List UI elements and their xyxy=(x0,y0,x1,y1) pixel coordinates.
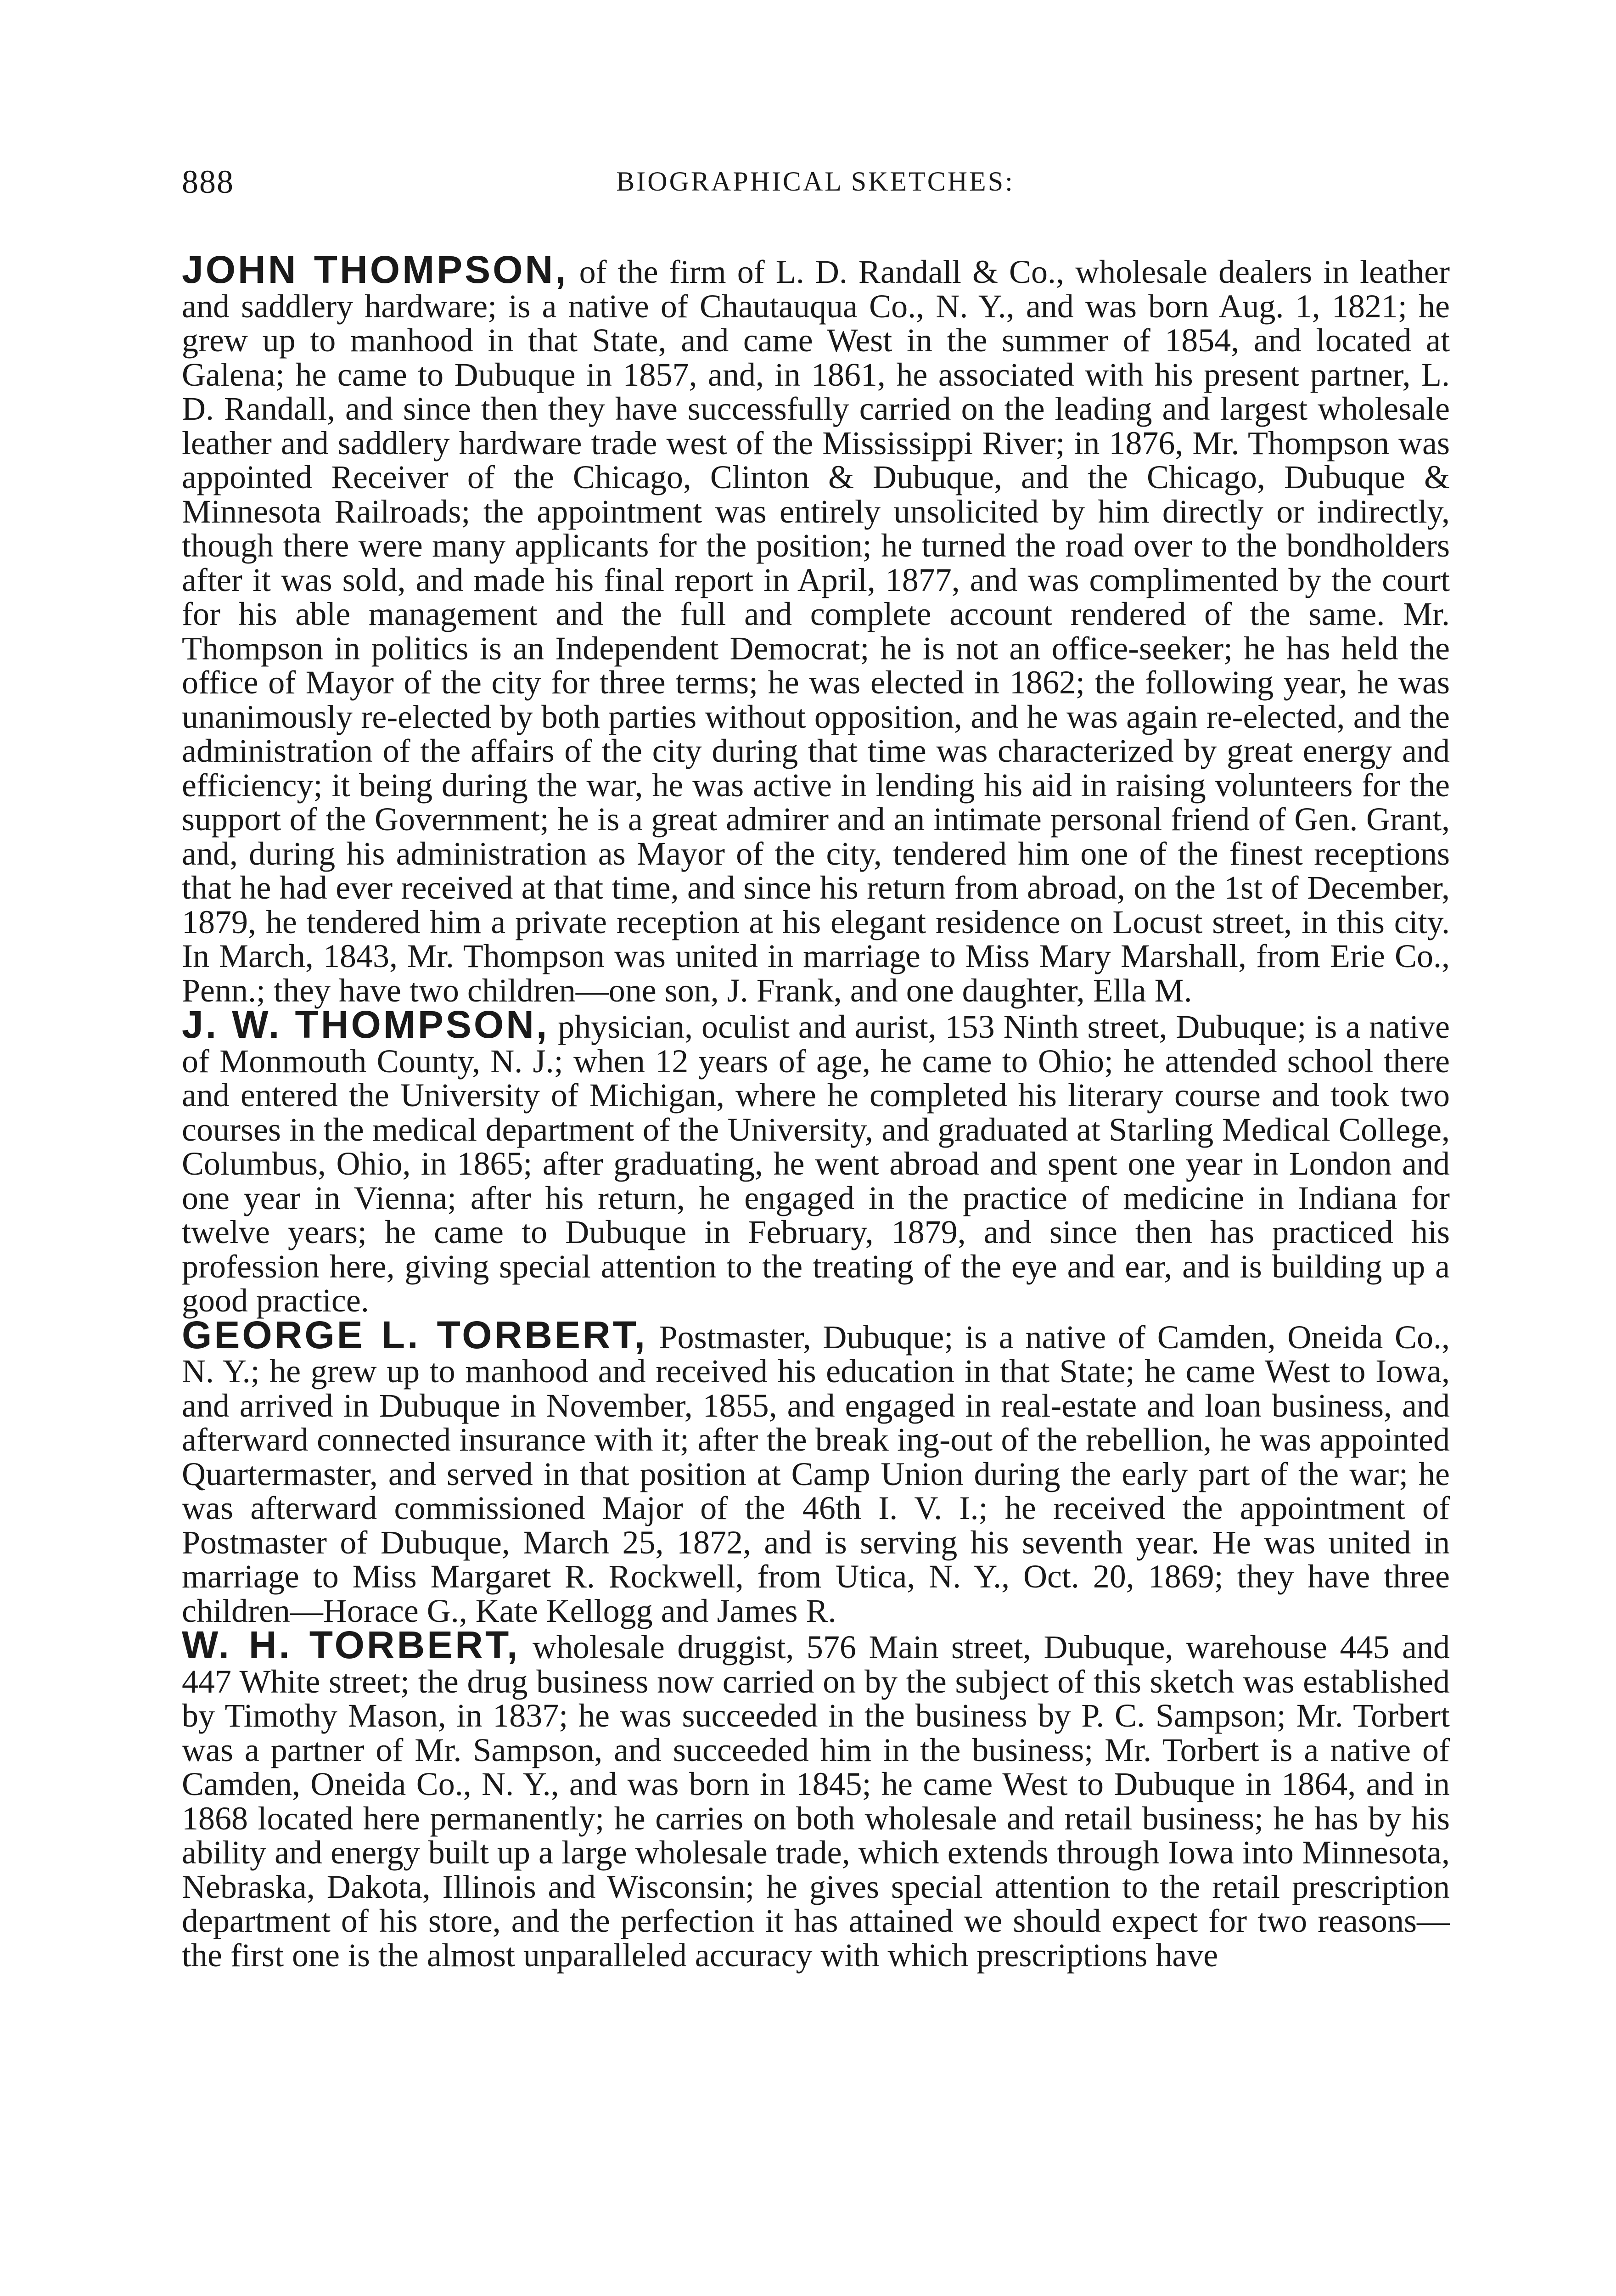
sketch-name: W. H. TORBERT, xyxy=(182,1623,520,1666)
sketch-john-thompson xyxy=(182,248,1450,1009)
sketch-name: GEORGE L. TORBERT, xyxy=(182,1313,647,1356)
sketch-text: physician, oculist and aurist, 153 Ninth street, Dubuque; is a native of Monmouth County, N. J.; when 12 years of age, he came to Ohio; he attended school there and entered the University of Michigan, where he completed his literary course and took two courses in the medical department of the University, and graduated at Starling Medical College, Columbus, Ohio, in 1865; after graduating, he went abroad and spent one year in London and one year in Vienna; after his return, he engaged in the practice of medicine in Indiana for twelve years; he came to Dubuque in February, 1879, and since then has practiced his profession here, giving special attention to the treating of the eye and ear, and is building up a good practice. xyxy=(182,1008,1450,1319)
sketch-text: Postmaster, Dubuque; is a native of Camden, Oneida Co., N. Y.; he grew up to manhood and received his education in that State; he came West to Iowa, and arrived in Dubuque in November, 1855, and engaged in real-estate and loan business, and afterward connected insurance with it; after the break ing-out of the rebellion, he was appointed Quartermaster, and served in that position at Camp Union during the early part of the war; he was afterward commissioned Major of the 46th I. V. I.; he received the appointment of Postmaster of Dubuque, March 25, 1872, and is serving his seventh year. He was united in marriage to Miss Margaret R. Rockwell, from Utica, N. Y., Oct. 20, 1869; they have three children—Horace G., Kate Kellogg and James R. xyxy=(182,1318,1450,1629)
sketch-w-h-torbert xyxy=(182,1623,1450,1974)
body-text xyxy=(182,248,1450,1974)
sketch-name: J. W. THOMPSON, xyxy=(182,1003,550,1046)
page-header xyxy=(182,163,1449,209)
sketch-text: of the firm of L. D. Randall & Co., wholesale dealers in leather and saddlery hardware; is a native of Chautauqua Co., N. Y., and was born Aug. 1, 1821; he grew up to manhood in that State, and came West in the summer of 1854, and located at Galena; he came to Dubuque in 1857, and, in 1861, he associated with his present partner, L. D. Randall, and since then they have successfully carried on the leading and largest wholesale leather and saddlery hardware trade west of the Mississippi River; in 1876, Mr. Thompson was appointed Receiver of the Chicago, Clinton & Dubuque, and the Chicago, Dubuque & Minnesota Railroads; the appointment was entirely unsolicited by him directly or indirectly, though there were many applicants for the position; he turned the road over to the bondholders after it was sold, and made his final report in April, 1877, and was complimented by the court for his able management and the full and complete account rendered of the same. Mr. Thompson in politics is an Independent Democrat; he is not an office-seeker; he has held the office of Mayor of the city for three terms; he was elected in 1862; the following year, he was unanimously re-elected by both parties without opposition, and he was again re-elected, and the administration of the affairs of the city during that time was characterized by great energy and efficiency; it being during the war, he was active in lending his aid in raising volunteers for the support of the Government; he is a great admirer and an intimate personal friend of Gen. Grant, and, during his administration as Mayor of the city, tendered him one of the finest receptions that he had ever received at that time, and since his return from abroad, on the 1st of December, 1879, he tendered him a private reception at his elegant residence on Locust street, in this city. In March, 1843, Mr. Thompson was united in marriage to Miss Mary Marshall, from Erie Co., Penn.; they have two children—one son, J. Frank, and one daughter, Ella M. xyxy=(182,253,1450,1009)
sketch-george-l-torbert xyxy=(182,1313,1450,1629)
running-head: BIOGRAPHICAL SKETCHES: xyxy=(616,166,1015,197)
sketch-text: wholesale druggist, 576 Main street, Dubuque, warehouse 445 and 447 White street; the drug business now carried on by the subject of this sketch was established by Timothy Mason, in 1837; he was succeeded in the business by P. C. Sampson; Mr. Torbert was a partner of Mr. Sampson, and succeeded him in the business; Mr. Torbert is a native of Camden, Oneida Co., N. Y., and was born in 1845; he came West to Dubuque in 1864, and in 1868 located here permanently; he carries on both wholesale and retail business; he has by his ability and energy built up a large wholesale trade, which extends through Iowa into Minnesota, Nebraska, Dakota, Illinois and Wisconsin; he gives special attention to the retail prescription department of his store, and the perfection it has attained we should expect for two reasons—the first one is the almost unparalleled accuracy with which prescriptions have xyxy=(182,1629,1450,1974)
page-number: 888 xyxy=(182,163,234,200)
sketch-j-w-thompson xyxy=(182,1003,1450,1319)
sketch-name: JOHN THOMPSON, xyxy=(182,248,568,291)
